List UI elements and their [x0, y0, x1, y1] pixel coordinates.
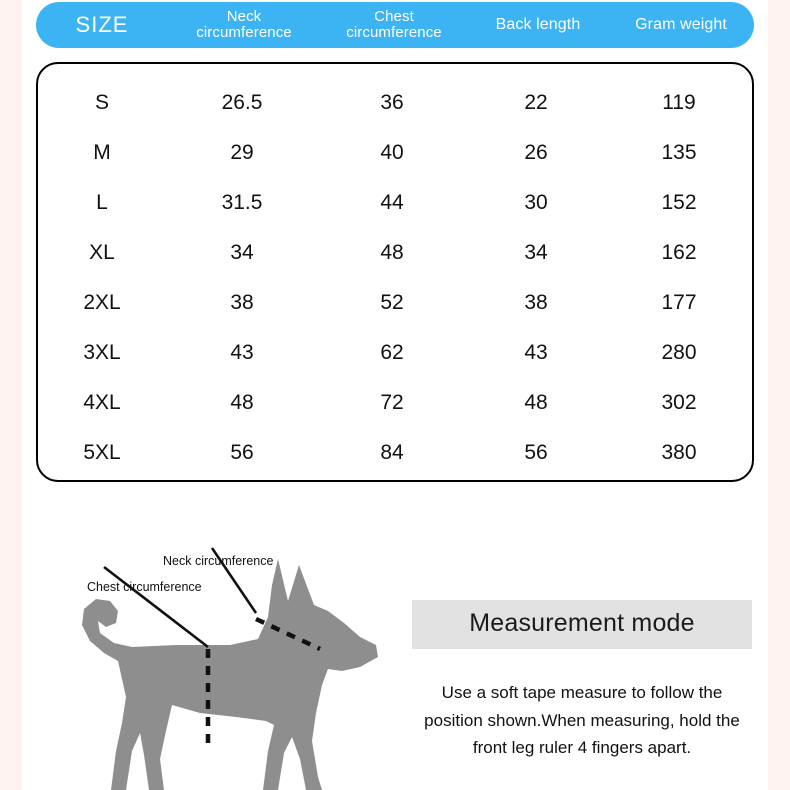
table-row — [38, 328, 752, 378]
table-row — [38, 278, 752, 328]
cell-chest: 84 — [380, 441, 404, 464]
cell-size: S — [94, 91, 109, 114]
header-gram-label: Gram weight — [635, 15, 727, 33]
header-chest-line2: circumference — [346, 24, 442, 41]
cell-back: 43 — [524, 341, 548, 364]
header-cell-gram-weight — [608, 17, 754, 34]
size-table-body — [36, 62, 754, 482]
cell-gram: 177 — [661, 291, 697, 314]
cell-size: 4XL — [83, 391, 121, 414]
cell-size: M — [93, 141, 111, 164]
cell-back: 48 — [524, 391, 548, 414]
table-row — [38, 228, 752, 278]
header-cell-chest-circumference — [320, 9, 468, 41]
cell-neck: 43 — [230, 341, 254, 364]
table-row — [38, 178, 752, 228]
table-header-row — [36, 2, 754, 48]
cell-gram: 280 — [661, 341, 697, 364]
cell-gram: 302 — [661, 391, 697, 414]
cell-size: 2XL — [83, 291, 121, 314]
cell-back: 38 — [524, 291, 548, 314]
cell-chest: 36 — [380, 91, 404, 114]
table-row — [38, 428, 752, 478]
cell-gram: 135 — [661, 141, 697, 164]
dog-measurement-diagram — [60, 545, 420, 790]
cell-back: 22 — [524, 91, 548, 114]
cell-neck: 34 — [230, 241, 254, 264]
cell-gram: 119 — [662, 91, 696, 114]
cell-chest: 52 — [380, 291, 404, 314]
table-row — [38, 78, 752, 128]
cell-chest: 72 — [380, 391, 404, 414]
table-row — [38, 378, 752, 428]
table-row — [38, 128, 752, 178]
header-cell-size — [36, 13, 168, 36]
measurement-text-column — [412, 600, 752, 762]
cell-back: 56 — [524, 441, 548, 464]
cell-chest: 48 — [380, 241, 404, 264]
cell-gram: 152 — [661, 191, 697, 214]
cell-size: 5XL — [83, 441, 121, 464]
diagram-neck-label: Neck circumference — [163, 554, 274, 568]
header-neck-line2: circumference — [196, 24, 292, 41]
cell-neck: 48 — [230, 391, 254, 414]
header-chest-line1: Chest — [374, 8, 414, 26]
header-size-label: SIZE — [75, 12, 129, 38]
diagram-chest-label: Chest circumference — [87, 580, 202, 594]
cell-gram: 162 — [661, 241, 697, 264]
measurement-description: Use a soft tape measure to follow the position shown.When measuring, hold the front leg ruler 4 fingers apart. — [424, 683, 740, 758]
measurement-section — [0, 500, 790, 790]
cell-neck: 31.5 — [221, 191, 263, 214]
header-back-label: Back length — [495, 15, 581, 33]
header-cell-back-length — [468, 17, 608, 34]
cell-back: 26 — [524, 141, 548, 164]
cell-size: L — [96, 191, 108, 214]
cell-neck: 56 — [230, 441, 254, 464]
cell-chest: 44 — [380, 191, 404, 214]
cell-chest: 40 — [380, 141, 404, 164]
cell-neck: 26.5 — [221, 91, 263, 114]
cell-neck: 38 — [230, 291, 254, 314]
cell-neck: 29 — [230, 141, 254, 164]
cell-gram: 380 — [661, 441, 697, 464]
measurement-mode-badge: Measurement mode — [412, 600, 752, 649]
header-cell-neck-circumference — [168, 9, 320, 41]
cell-back: 34 — [524, 241, 548, 264]
cell-back: 30 — [524, 191, 548, 214]
chest-leader-line — [104, 567, 208, 647]
header-neck-line1: Neck — [226, 8, 262, 26]
cell-size: XL — [89, 241, 115, 264]
cell-chest: 62 — [380, 341, 404, 364]
cell-size: 3XL — [83, 341, 121, 364]
